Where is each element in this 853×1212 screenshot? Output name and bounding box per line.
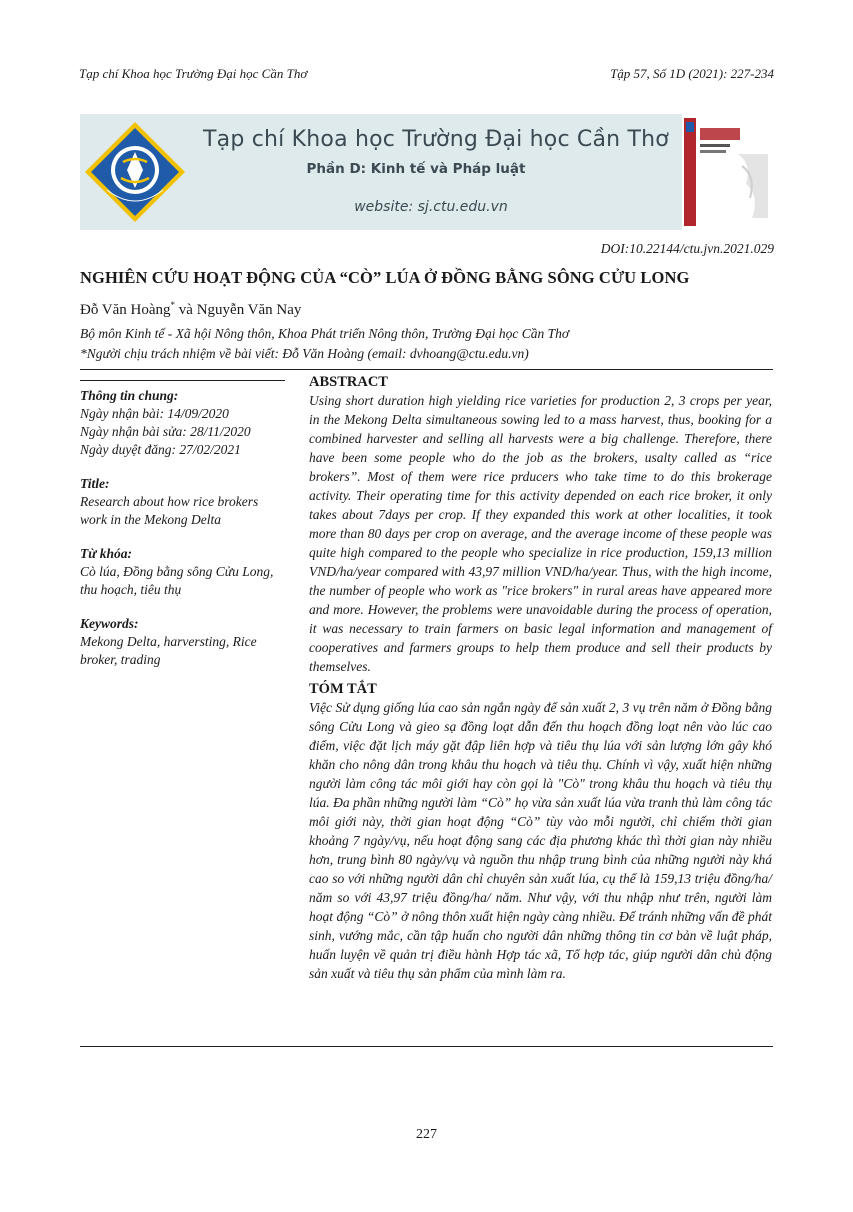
- corresponding-mark: *: [170, 300, 176, 310]
- english-title-text: Research about how rice brokers work in the Mekong Delta: [80, 494, 259, 527]
- running-header: [79, 66, 774, 82]
- english-title-block: [80, 475, 285, 529]
- general-info-block: [80, 387, 285, 459]
- keywords-vi-text: Cò lúa, Đồng bằng sông Cửu Long, thu hoạch, tiêu thụ: [80, 564, 274, 597]
- keywords-vi-block: [80, 545, 285, 599]
- banner-text: [190, 114, 682, 230]
- received-date: Ngày nhận bài: 14/09/2020: [80, 406, 229, 421]
- banner-subtitle: Phần D: Kinh tế và Pháp luật: [306, 161, 526, 177]
- accepted-date: Ngày duyệt đăng: 27/02/2021: [80, 442, 241, 457]
- keywords-en-block: [80, 615, 285, 669]
- journal-name: Tạp chí Khoa học Trường Đại học Cần Thơ: [79, 66, 308, 81]
- page-number: 227: [416, 1127, 437, 1142]
- banner-website: website: sj.ctu.edu.vn: [354, 199, 508, 215]
- abstract-heading: ABSTRACT: [309, 374, 388, 390]
- english-title-heading: Title:: [80, 476, 110, 491]
- journal-cover-thumbnail: [682, 114, 774, 230]
- journal-banner: [80, 114, 774, 230]
- article-info-sidebar: [80, 387, 285, 685]
- banner-title: Tạp chí Khoa học Trường Đại học Cần Thơ: [203, 127, 669, 152]
- abstract-column: [309, 373, 772, 983]
- corresponding-author: *Người chịu trách nhiệm về bài viết: Đỗ Văn Hoàng (email: dvhoang@ctu.edu.vn): [80, 346, 529, 361]
- divider-top: [80, 369, 773, 370]
- authors: [80, 300, 301, 319]
- paper-title: NGHIÊN CỨU HOẠT ĐỘNG CỦA “CÒ” LÚA Ở ĐỒNG BẰNG SÔNG CỬU LONG: [80, 268, 690, 287]
- affiliation: Bộ môn Kinh tế - Xã hội Nông thôn, Khoa Phát triển Nông thôn, Trường Đại học Cần Thơ: [80, 326, 570, 341]
- abstract-text: Using short duration high yielding rice varieties for production 2, 3 crops per year, in the Mekong Delta simultaneous sowing led to a mass harvest, thus, booking for a combined harvester and selling all harvests were a big challenge. Therefore, there have been some people who do the job as the brokers, usalty called as “rice brokers”. Most of them were rice prducers who take time to do this brokerage activity. Their operating time for this activity depended on each rice broker, it only takes about 7days per crop. If they expanded this work at other localities, it took more than 80 days per crop on average, and the average income of these people was quite high compared to the people who specialize in rice production, 159,13 million VND/ha/year compared with 43,97 million VND/ha/year. Thus, with the high income, the number of people who work as "rice brokers" in rural areas have appeared more and more. However, the problems were unavoidable during the process of operation, it was necessary to train farmers on basic legal information and management of cooperatives and farmers groups to help them produce and sell their products by themselves.: [309, 393, 772, 674]
- volume-info: Tập 57, Số 1D (2021): 227-234: [610, 66, 774, 81]
- summary-heading: TÓM TẮT: [309, 681, 377, 697]
- doi: DOI:10.22144/ctu.jvn.2021.029: [600, 241, 774, 256]
- summary-text: Việc Sử dụng giống lúa cao sản ngắn ngày để sản xuất 2, 3 vụ trên năm ở Đồng bằng sông Cửu Long và gieo sạ đồng loạt dẫn đến thu hoạch đồng loạt nên vào lúc cao điểm, việc đặt lịch máy gặt đập liên hợp và tiêu thụ lúa với sản lượng lớn gây khó khăn cho nông dân trong khâu thu hoạch và tiêu thụ. Chính vì vậy, xuất hiện những người làm công tác môi giới hay còn gọi là "Cò" trong khâu thu hoạch và tiêu thụ lúa. Đa phần những người làm “Cò” họ vừa sản xuất lúa vừa tranh thủ làm công tác môi giới này, thời gian hoạt động “Cò” tùy vào mỗi người, chỉ chiếm thời gian khoảng 7 ngày/vụ, nếu hoạt động sang các địa phương khác thì thời gian này nhiều hơn, trung bình 80 ngày/vụ và nguồn thu nhập trung bình của những người này khá cao so với những người dân chỉ chuyên sản xuất lúa, cụ thể là 159,13 triệu đồng/ha/ năm so với 43,97 triệu đồng/ha/ năm. Như vậy, với thu nhập như trên, người làm hoạt động “Cò” ở nông thôn xuất hiện ngày càng nhiều. Để tránh những vấn đề phát sinh, vướng mắc, cần tập huấn cho người dân những thông tin cơ bản về luật pháp, huấn luyện về quản trị điều hành Hợp tác xã, Tổ hợp tác, giúp người dân chủ động sản xuất và tiêu thụ sản phẩm của mình làm ra.: [309, 700, 772, 981]
- general-info-heading: Thông tin chung:: [80, 388, 179, 403]
- keywords-en-heading: Keywords:: [80, 616, 139, 631]
- revised-date: Ngày nhận bài sửa: 28/11/2020: [80, 424, 251, 439]
- author-first: Đỗ Văn Hoàng: [80, 302, 171, 318]
- journal-cover-icon: [682, 114, 774, 230]
- divider-sidebar: [80, 380, 285, 381]
- author-rest: và Nguyễn Văn Nay: [175, 302, 302, 318]
- divider-bottom: [80, 1046, 773, 1047]
- keywords-vi-heading: Từ khóa:: [80, 546, 132, 561]
- keywords-en-text: Mekong Delta, harversting, Rice broker, trading: [80, 634, 257, 667]
